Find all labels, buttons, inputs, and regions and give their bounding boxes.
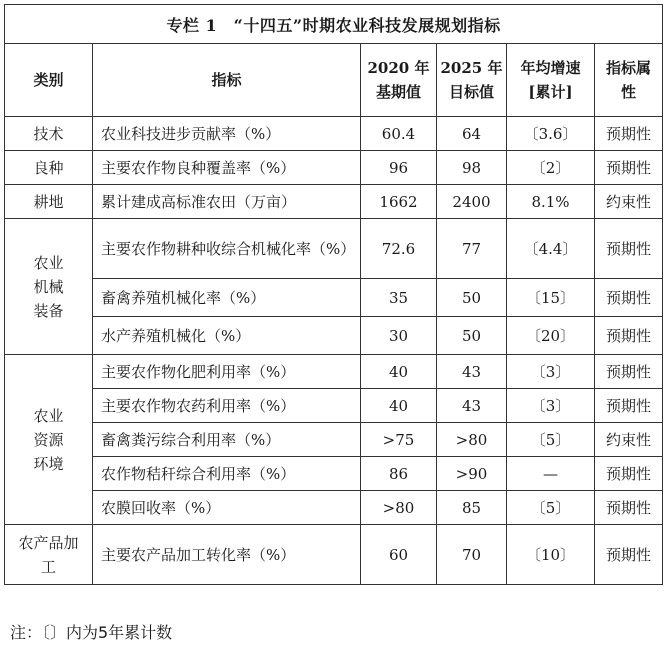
indicator-cell: 畜禽粪污综合利用率（%） <box>93 423 361 457</box>
header-indicator: 指标 <box>93 44 361 117</box>
indicator-table-panel <box>4 4 662 585</box>
category-line: 农业 <box>33 406 64 425</box>
table-row <box>5 491 663 525</box>
indicator-table <box>4 4 663 585</box>
growth-cell: 〔5〕 <box>507 423 595 457</box>
growth-cell: 〔3〕 <box>507 355 595 389</box>
growth-cell: 〔3.6〕 <box>507 117 595 151</box>
attribute-cell: 约束性 <box>595 185 663 219</box>
target-value-cell: >90 <box>437 457 507 491</box>
header-category: 类别 <box>5 44 93 117</box>
attribute-cell: 预期性 <box>595 219 663 279</box>
target-value-cell: >80 <box>437 423 507 457</box>
indicator-cell: 畜禽养殖机械化率（%） <box>93 279 361 317</box>
attribute-cell: 预期性 <box>595 151 663 185</box>
target-value-cell: 85 <box>437 491 507 525</box>
target-value-cell: 70 <box>437 525 507 585</box>
growth-cell: 〔2〕 <box>507 151 595 185</box>
base-value-cell: 30 <box>361 317 437 355</box>
table-header-row <box>5 44 663 117</box>
category-line: 工 <box>40 557 56 576</box>
category-cell <box>5 525 93 585</box>
category-cell <box>5 355 93 525</box>
category-line: 环境 <box>33 454 64 473</box>
indicator-cell: 农膜回收率（%） <box>93 491 361 525</box>
table-row <box>5 151 663 185</box>
growth-cell: 8.1% <box>507 185 595 219</box>
header-attribute-line1: 指标属 <box>606 59 652 77</box>
growth-cell: — <box>507 457 595 491</box>
growth-cell: 〔3〕 <box>507 389 595 423</box>
base-value-cell: 1662 <box>361 185 437 219</box>
header-target-label: 目标值 <box>448 83 494 101</box>
base-value-cell: 40 <box>361 389 437 423</box>
attribute-cell: 约束性 <box>595 423 663 457</box>
table-footnote: 注：〔〕内为5年累计数 <box>10 623 173 642</box>
base-value-cell: 86 <box>361 457 437 491</box>
base-value-cell: 60.4 <box>361 117 437 151</box>
table-title: 专栏 1 “十四五”时期农业科技发展规划指标 <box>5 5 663 44</box>
header-attribute-line2: 性 <box>621 83 637 101</box>
target-value-cell: 64 <box>437 117 507 151</box>
target-value-cell: 2400 <box>437 185 507 219</box>
table-row <box>5 457 663 491</box>
header-growth-label: 年均增速 <box>520 59 581 77</box>
category-line: 农业 <box>33 253 64 272</box>
base-value-cell: 72.6 <box>361 219 437 279</box>
category-cell <box>5 219 93 355</box>
attribute-cell: 预期性 <box>595 457 663 491</box>
header-attribute <box>595 44 663 117</box>
target-value-cell: 43 <box>437 389 507 423</box>
growth-cell: 〔10〕 <box>507 525 595 585</box>
attribute-cell: 预期性 <box>595 491 663 525</box>
target-value-cell: 50 <box>437 279 507 317</box>
base-value-cell: 96 <box>361 151 437 185</box>
header-growth <box>507 44 595 117</box>
growth-cell: 〔15〕 <box>507 279 595 317</box>
attribute-cell: 预期性 <box>595 355 663 389</box>
base-value-cell: >75 <box>361 423 437 457</box>
header-target-year: 2025 年 <box>440 59 503 77</box>
target-value-cell: 77 <box>437 219 507 279</box>
header-base-label: 基期值 <box>375 83 421 101</box>
table-row <box>5 355 663 389</box>
table-row <box>5 219 663 279</box>
indicator-cell: 主要农产品加工转化率（%） <box>93 525 361 585</box>
target-value-cell: 50 <box>437 317 507 355</box>
category-line: 机械 <box>33 277 64 296</box>
target-value-cell: 98 <box>437 151 507 185</box>
category-cell: 技术 <box>5 117 93 151</box>
table-row <box>5 525 663 585</box>
table-row <box>5 117 663 151</box>
indicator-cell: 主要农作物化肥利用率（%） <box>93 355 361 389</box>
indicator-cell: 主要农作物农药利用率（%） <box>93 389 361 423</box>
attribute-cell: 预期性 <box>595 279 663 317</box>
table-row <box>5 279 663 317</box>
indicator-cell: 农作物秸秆综合利用率（%） <box>93 457 361 491</box>
indicator-cell: 累计建成高标准农田（万亩） <box>93 185 361 219</box>
header-growth-sub: [累计] <box>528 83 573 101</box>
indicator-cell: 主要农作物良种覆盖率（%） <box>93 151 361 185</box>
table-row <box>5 389 663 423</box>
indicator-cell: 主要农作物耕种收综合机械化率（%） <box>93 219 361 279</box>
table-row <box>5 185 663 219</box>
table-row <box>5 317 663 355</box>
growth-cell: 〔5〕 <box>507 491 595 525</box>
category-line: 农产品加 <box>18 533 79 552</box>
header-base-value <box>361 44 437 117</box>
growth-cell: 〔20〕 <box>507 317 595 355</box>
category-cell: 耕地 <box>5 185 93 219</box>
base-value-cell: >80 <box>361 491 437 525</box>
category-line: 资源 <box>33 430 64 449</box>
indicator-cell: 水产养殖机械化（%） <box>93 317 361 355</box>
attribute-cell: 预期性 <box>595 525 663 585</box>
target-value-cell: 43 <box>437 355 507 389</box>
attribute-cell: 预期性 <box>595 117 663 151</box>
category-line: 装备 <box>33 301 64 320</box>
attribute-cell: 预期性 <box>595 389 663 423</box>
base-value-cell: 35 <box>361 279 437 317</box>
category-cell: 良种 <box>5 151 93 185</box>
indicator-cell: 农业科技进步贡献率（%） <box>93 117 361 151</box>
header-target-value <box>437 44 507 117</box>
attribute-cell: 预期性 <box>595 317 663 355</box>
table-row <box>5 423 663 457</box>
header-base-year: 2020 年 <box>367 59 430 77</box>
base-value-cell: 40 <box>361 355 437 389</box>
base-value-cell: 60 <box>361 525 437 585</box>
growth-cell: 〔4.4〕 <box>507 219 595 279</box>
